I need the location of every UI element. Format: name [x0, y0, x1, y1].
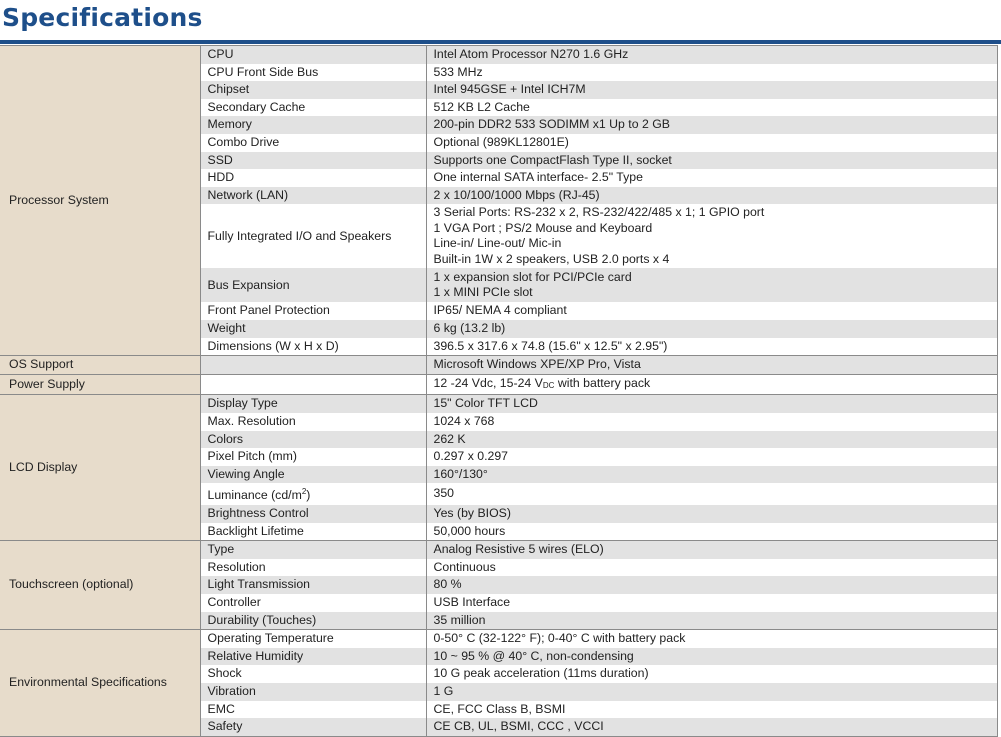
spec-value: 15" Color TFT LCD [426, 395, 997, 413]
spec-label: Shock [200, 665, 426, 683]
spec-label: Pixel Pitch (mm) [200, 448, 426, 466]
spec-value: 1 G [426, 683, 997, 701]
spec-value: 10 ~ 95 % @ 40° C, non-condensing [426, 648, 997, 666]
spec-value [426, 268, 997, 302]
spec-value: IP65/ NEMA 4 compliant [426, 302, 997, 320]
table-row [0, 630, 997, 648]
table-row [0, 395, 997, 413]
section-os-support: OS Support [0, 356, 200, 375]
section-touchscreen: Touchscreen (optional) [0, 541, 200, 630]
spec-value: 50,000 hours [426, 523, 997, 541]
spec-value: Supports one CompactFlash Type II, socket [426, 152, 997, 170]
spec-value: 200-pin DDR2 533 SODIMM x1 Up to 2 GB [426, 116, 997, 134]
power-value-post: with battery pack [554, 375, 651, 390]
title-rule [0, 40, 1001, 44]
spec-value: 2 x 10/100/1000 Mbps (RJ-45) [426, 187, 997, 205]
spec-value: Microsoft Windows XPE/XP Pro, Vista [426, 356, 997, 375]
spec-label: Chipset [200, 81, 426, 99]
table-row [0, 374, 997, 395]
spec-label: Network (LAN) [200, 187, 426, 205]
spec-label: HDD [200, 169, 426, 187]
spec-label: Light Transmission [200, 576, 426, 594]
spec-value: 6 kg (13.2 lb) [426, 320, 997, 338]
spec-value-line: 3 Serial Ports: RS-232 x 2, RS-232/422/485 x 1; 1 GPIO port [433, 205, 765, 220]
spec-label: Vibration [200, 683, 426, 701]
spec-label: EMC [200, 701, 426, 719]
page-title: Specifications [2, 3, 203, 32]
section-lcd-display: LCD Display [0, 395, 200, 541]
spec-value: Analog Resistive 5 wires (ELO) [426, 541, 997, 559]
spec-value-line: 1 VGA Port ; PS/2 Mouse and Keyboard [433, 220, 653, 235]
spec-value: One internal SATA interface- 2.5" Type [426, 169, 997, 187]
spec-label: Weight [200, 320, 426, 338]
spec-value: 262 K [426, 431, 997, 449]
spec-label: Memory [200, 116, 426, 134]
spec-value: USB Interface [426, 594, 997, 612]
spec-label: CPU Front Side Bus [200, 64, 426, 82]
spec-label: Bus Expansion [200, 268, 426, 302]
spec-value: 0-50° C (32-122° F); 0-40° C with battery pack [426, 630, 997, 648]
spec-value-line: Built-in 1W x 2 speakers, USB 2.0 ports x 4 [433, 251, 670, 266]
spec-label: Fully Integrated I/O and Speakers [200, 204, 426, 268]
spec-label: Resolution [200, 559, 426, 577]
spec-value: Yes (by BIOS) [426, 505, 997, 523]
spec-value [426, 374, 997, 395]
table-row [0, 541, 997, 559]
spec-value: 80 % [426, 576, 997, 594]
lum-label-post: ) [306, 488, 311, 503]
spec-value: Intel 945GSE + Intel ICH7M [426, 81, 997, 99]
power-value-sub: DC [542, 380, 555, 390]
spec-value: Optional (989KL12801E) [426, 134, 997, 152]
spec-label: Viewing Angle [200, 466, 426, 484]
table-row [0, 46, 997, 64]
spec-value: 350 [426, 483, 997, 505]
spec-label: Dimensions (W x H x D) [200, 338, 426, 356]
spec-label: Relative Humidity [200, 648, 426, 666]
spec-label: Backlight Lifetime [200, 523, 426, 541]
spec-value: CE, FCC Class B, BSMI [426, 701, 997, 719]
spec-label: CPU [200, 46, 426, 64]
specifications-table [0, 45, 998, 737]
spec-value: 533 MHz [426, 64, 997, 82]
spec-label: Combo Drive [200, 134, 426, 152]
section-power-supply: Power Supply [0, 374, 200, 395]
spec-value: 0.297 x 0.297 [426, 448, 997, 466]
spec-value: 35 million [426, 612, 997, 630]
spec-value: 10 G peak acceleration (11ms duration) [426, 665, 997, 683]
table-row [0, 356, 997, 375]
spec-label: Colors [200, 431, 426, 449]
spec-value: 512 KB L2 Cache [426, 99, 997, 117]
spec-label: Operating Temperature [200, 630, 426, 648]
section-processor-system: Processor System [0, 46, 200, 356]
spec-label: Secondary Cache [200, 99, 426, 117]
spec-value: Continuous [426, 559, 997, 577]
spec-value [426, 204, 997, 268]
spec-label [200, 356, 426, 375]
spec-label: Display Type [200, 395, 426, 413]
spec-label: Durability (Touches) [200, 612, 426, 630]
spec-value-line: Line-in/ Line-out/ Mic-in [433, 236, 562, 251]
spec-value: Intel Atom Processor N270 1.6 GHz [426, 46, 997, 64]
power-value-pre: 12 -24 Vdc, 15-24 V [433, 375, 543, 390]
spec-label [200, 483, 426, 505]
lum-label-pre: Luminance (cd/m [207, 488, 302, 503]
spec-label: SSD [200, 152, 426, 170]
spec-value: 1024 x 768 [426, 413, 997, 431]
spec-label: Controller [200, 594, 426, 612]
section-environmental: Environmental Specifications [0, 630, 200, 737]
spec-value: 160°/130° [426, 466, 997, 484]
spec-label: Brightness Control [200, 505, 426, 523]
spec-value-line: 1 x expansion slot for PCI/PCIe card [433, 269, 632, 284]
spec-label: Front Panel Protection [200, 302, 426, 320]
spec-value: CE CB, UL, BSMI, CCC , VCCI [426, 718, 997, 736]
spec-value-line: 1 x MINI PCIe slot [433, 285, 533, 300]
spec-value: 396.5 x 317.6 x 74.8 (15.6" x 12.5" x 2.95") [426, 338, 997, 356]
spec-label: Safety [200, 718, 426, 736]
lum-label-sup: 2 [301, 487, 307, 497]
spec-label [200, 374, 426, 395]
spec-label: Max. Resolution [200, 413, 426, 431]
spec-label: Type [200, 541, 426, 559]
